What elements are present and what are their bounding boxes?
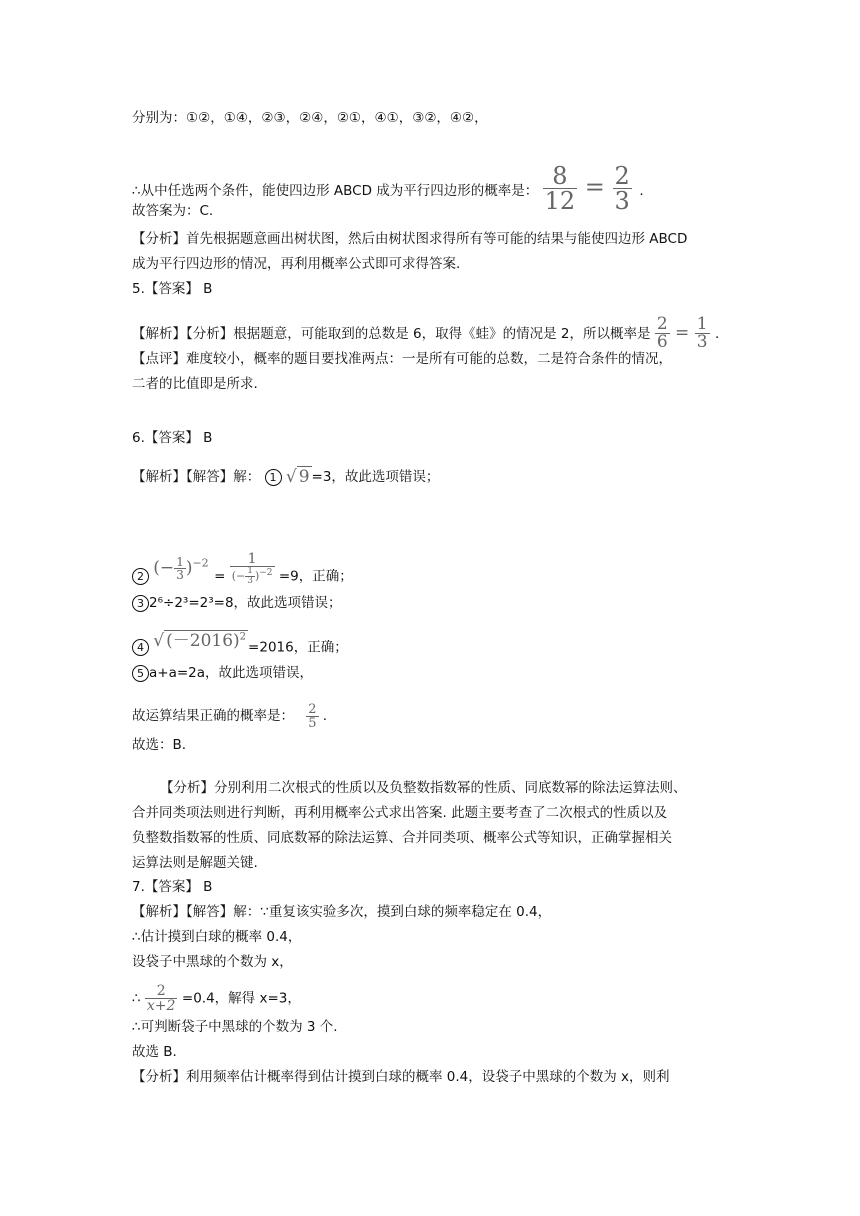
denominator: 3 (614, 187, 630, 215)
formula (543, 162, 640, 215)
formula (145, 983, 182, 1014)
text-line: ∴估计摸到白球的概率 0.4， (132, 929, 302, 945)
line-text: =0.4，解得 x=3， (181, 990, 301, 1007)
denominator: 5 (308, 716, 317, 731)
radicand: 9 (298, 467, 310, 487)
square-root: √ 9 (285, 467, 310, 487)
radicand (164, 630, 248, 651)
numerator: 8 (552, 162, 568, 190)
answer-heading: 5.【答案】 B (132, 281, 213, 297)
fraction (306, 703, 318, 730)
formula: (− $\frac{1}{3}$ )$^{-2}$ (153, 554, 209, 582)
exponent: −2 (259, 567, 273, 578)
denominator: 3 (247, 576, 253, 586)
fraction (245, 567, 255, 586)
circled-number: 5 (132, 665, 149, 682)
formula (230, 551, 279, 586)
text-line (132, 663, 313, 683)
fraction (655, 316, 670, 351)
circled-number: 4 (132, 639, 149, 656)
numerator: 1 (247, 566, 253, 576)
text-line: 【分析】利用频率估计概率得到估计摸到白球的概率 0.4，设袋子中黑球的个数为 x，则利 (132, 1069, 670, 1085)
fraction (174, 556, 186, 581)
text-line: 故选：B. (132, 737, 187, 753)
numerator: 1 (247, 551, 257, 567)
numerator: 2 (308, 702, 317, 717)
fraction (695, 316, 710, 351)
line-text: ∴ (132, 990, 141, 1007)
text-line (132, 467, 439, 487)
line-text: =3，故此选项错误； (311, 469, 440, 485)
exponent: −2 (192, 555, 209, 569)
line-text: =9，正确； (278, 568, 353, 585)
text-line: 合并同类项法则进行判断，再利用概率公式求出答案. 此题主要考查了二次根式的性质以及 (132, 805, 668, 821)
square-root: √ $(-2016)^2$ (153, 630, 247, 651)
denominator: 3 (696, 332, 708, 352)
line-text: ∴从中任选两个条件，能使四边形 ABCD 成为平行四边形的概率是： (132, 183, 539, 199)
fraction (145, 984, 178, 1013)
line-text: 【解析】【分析】根据题意，可能取到的总数是 6，取得《蛙》的情况是 2，所以概率是 (132, 326, 651, 342)
fraction (543, 164, 578, 213)
text-line: 【分析】首先根据题意画出树状图，然后由树状图求得所有等可能的结果与能使四边形 ABCD (132, 231, 688, 247)
numerator: 2 (614, 162, 630, 190)
text-line: 成为平行四边形的情况，再利用概率公式即可求得答案. (132, 256, 461, 272)
text-line (132, 703, 327, 730)
text-line: 故答案为：C. (132, 203, 214, 219)
text-line (132, 316, 719, 351)
text-line (132, 593, 342, 613)
exponent: 2 (239, 631, 247, 642)
circled-number: 1 (265, 469, 282, 486)
text-line: 负整数指数幂的性质、同底数幂的除法运算、合并同类项、概率公式等知识，正确掌握相关 (132, 830, 672, 846)
denominator: x+2 (146, 998, 176, 1014)
circled-number: 2 (132, 568, 149, 585)
text-line: 二者的比值即是所求. (132, 376, 258, 392)
text-line (132, 551, 353, 594)
text-line: 【点评】难度较小，概率的题目要找准两点：一是所有可能的总数，二是符合条件的情况， (132, 351, 672, 367)
denominator: 12 (544, 187, 576, 215)
text-line: 【解析】【解答】解：∵重复该实验多次，摸到白球的频率稳定在 0.4， (132, 904, 552, 920)
text-line: 设袋子中黑球的个数为 x， (132, 954, 293, 970)
equals-sign: = (584, 173, 605, 201)
text-line: ∴可判断袋子中黑球的个数为 3 个. (132, 1019, 338, 1035)
numerator: 2 (156, 983, 166, 999)
formula (306, 702, 322, 731)
line-text: =2016，正确； (248, 639, 348, 656)
period: . (322, 708, 328, 724)
answer-heading: 7.【答案】 B (132, 879, 213, 895)
line-text: a+a=2a，故此选项错误， (149, 665, 314, 681)
numerator: 2 (656, 314, 668, 334)
denominator: 3 (176, 567, 184, 582)
text-line: 运算法则是解题关键. (132, 855, 258, 871)
denominator: 6 (656, 332, 668, 352)
text-line (132, 984, 301, 1013)
fraction (230, 552, 275, 586)
period: . (639, 183, 644, 199)
circled-number: 3 (132, 595, 149, 612)
numerator: 1 (176, 554, 184, 569)
radicand-body: (－2016) (166, 630, 240, 651)
text-line: 【分析】分别利用二次根式的性质以及负整数指数幂的性质、同底数幂的除法运算法则、 (160, 780, 687, 796)
answer-heading: 6.【答案】 B (132, 430, 213, 446)
text-line: 分别为：①②，①④，②③，②④，②①，④①，③②，④②， (132, 110, 488, 126)
formula (655, 314, 715, 352)
line-text: 故运算结果正确的概率是： (132, 708, 294, 724)
line-text: 2⁶÷2³=2³=8，故此选项错误； (149, 595, 342, 611)
equals-sign: = (675, 323, 690, 343)
text-line (132, 630, 348, 658)
period: . (714, 326, 720, 342)
denominator: (− $\frac{1}{3}$ )$^{-2}$ (231, 566, 273, 586)
equals-sign: = (214, 568, 226, 585)
line-text: 【解析】【解答】解： (132, 469, 261, 485)
numerator: 1 (696, 314, 708, 334)
fraction (613, 164, 632, 213)
text-line: 故选 B. (132, 1044, 177, 1060)
